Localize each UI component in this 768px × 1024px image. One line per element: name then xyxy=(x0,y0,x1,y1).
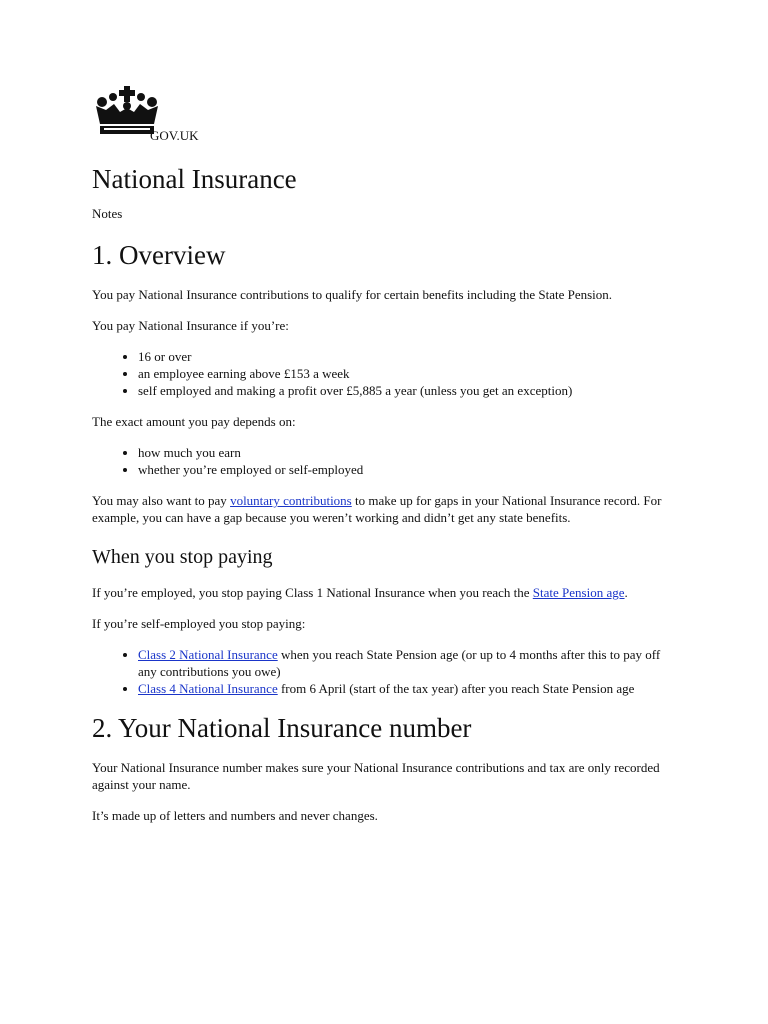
overview-section xyxy=(92,238,672,526)
text-span: to make up for gaps in your National Insurance record. For example, you can have a gap because you weren’t working and didn’t get any state benefits. xyxy=(92,493,662,525)
ni-number-paragraph-2: It’s made up of letters and numbers and never changes. xyxy=(92,808,378,823)
list-item xyxy=(138,680,672,697)
govuk-logo[interactable] xyxy=(92,84,672,148)
text-span: If you’re employed, you stop paying Class 1 National Insurance when you reach the xyxy=(92,585,533,600)
list-item: • self employed and making a profit over £5,885 a year (unless you get an exception) xyxy=(138,382,672,399)
stop-paying-section xyxy=(92,544,672,697)
page-title: National Insurance xyxy=(92,164,297,194)
ni-number-section xyxy=(92,711,672,824)
overview-paragraph-4 xyxy=(92,492,672,526)
voluntary-contributions-link[interactable]: voluntary contributions xyxy=(230,493,352,508)
stop-paying-heading: When you stop paying xyxy=(92,546,273,568)
stop-paying-paragraph-1 xyxy=(92,584,672,601)
list-item: • 16 or over xyxy=(138,348,672,365)
document-page xyxy=(92,84,672,824)
amount-factors-list xyxy=(92,444,672,478)
text-span: . xyxy=(624,585,628,600)
text-span: from 6 April (start of the tax year) after you reach State Pension age xyxy=(277,681,635,696)
class-4-link[interactable]: Class 4 National Insurance xyxy=(138,681,278,696)
text-span: You may also want to pay xyxy=(92,493,231,508)
list-item: • how much you earn xyxy=(138,444,672,461)
list-item: • an employee earning above £153 a week xyxy=(138,365,672,382)
overview-paragraph-3: The exact amount you pay depends on: xyxy=(92,414,296,429)
state-pension-age-link[interactable]: State Pension age xyxy=(532,585,625,600)
ni-number-paragraph-1: Your National Insurance number makes sure your National Insurance contributions and tax are only recorded against your name. xyxy=(92,760,660,792)
eligibility-list xyxy=(92,348,672,399)
text-span: when you reach State Pension age (or up to 4 months after this to pay off any contributions you owe) xyxy=(138,647,661,679)
overview-paragraph-1: You pay National Insurance contributions to qualify for certain benefits including the State Pension. xyxy=(92,287,613,302)
class-2-link[interactable]: Class 2 National Insurance xyxy=(138,647,278,662)
self-employed-list xyxy=(92,646,672,697)
ni-number-heading: 2. Your National Insurance number xyxy=(92,713,472,743)
overview-heading: 1. Overview xyxy=(92,240,226,270)
page-subtitle: Notes xyxy=(92,206,123,221)
overview-paragraph-2: You pay National Insurance if you’re: xyxy=(92,318,289,333)
list-item: • whether you’re employed or self-employed xyxy=(138,461,672,478)
logo-text: GOV.UK xyxy=(150,128,199,143)
list-item xyxy=(138,646,672,680)
stop-paying-paragraph-2: If you’re self-employed you stop paying: xyxy=(92,616,306,631)
